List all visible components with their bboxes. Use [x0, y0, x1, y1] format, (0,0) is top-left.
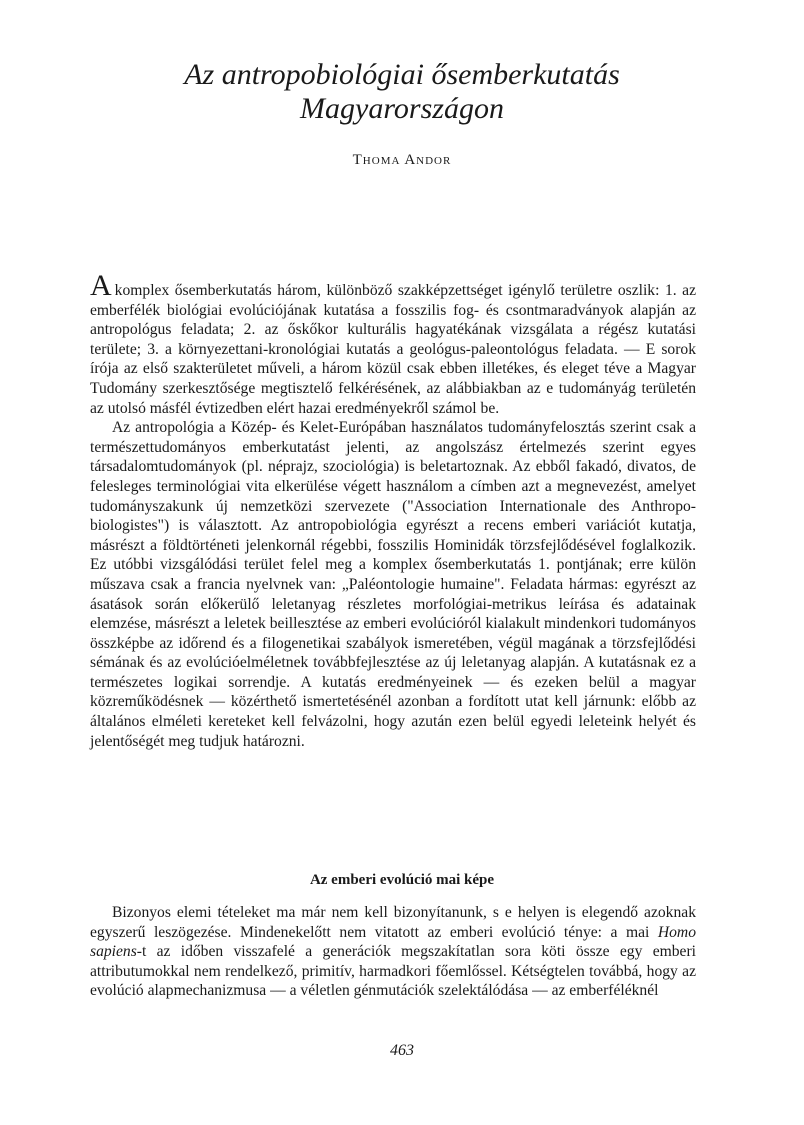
intro-paragraph-1-text: komplex ősemberkutatás három, különböző szakképzettséget igénylő területre oszlik: 1. az emberfélék biológiai evolúciójának kutatása a fosszilis fog- és csontmaradványok alapján az antropológus feladata; 2. az őskőkor kulturális hagyatékának vizsgálata a régész kutatási területe; 3. a környezettani-kronológiai kutatás a geológus-paleontológus feladata. — E sorok írója az első szakterületet műveli, a három közül csak ebben illetékes, és eleget téve a Magyar Tudomány szerkesztősége megtisztelő felkérésének, az alábbiakban az e tudományág területén az utolsó másfél évtizedben elért hazai eredményekről számol be. [90, 282, 696, 417]
title-line-1: Az antropobiológiai ősemberkutatás [184, 58, 620, 91]
evolution-section [90, 903, 696, 1001]
page-number: 463 [390, 1042, 414, 1059]
intro-paragraph-1 [90, 269, 696, 418]
section-paragraph-1-a: Bizonyos elemi tételeket ma már nem kell bizonyítanunk, s e helyen is elegendő azoknak egyszerű leszögezése. Mindenekelőtt nem vitatott az emberi evolúció ténye: a mai [90, 904, 696, 941]
section-heading: Az emberi evolúció mai képe [309, 872, 495, 888]
intro-section [90, 269, 696, 751]
species-name: Homo sapiens [90, 923, 696, 961]
author-name: Thoma Andor [352, 152, 452, 168]
article-title [0, 58, 804, 126]
section-paragraph-1 [90, 903, 696, 1001]
title-line-2: Magyarországon [300, 92, 504, 125]
section-paragraph-1-b: -t az időben visszafelé a generációk megszakítatlan sora köti össze egy emberi attributumokkal nem rendelkező, primitív, harmadkori főemlőssel. Kétségtelen továbbá, hogy az evolúció alapmechanizmusa — a véletlen génmutációk szelektálódása — az emberféléknél [90, 943, 696, 1000]
drop-cap: A [90, 269, 112, 302]
intro-paragraph-2: Az antropológia a Közép- és Kelet-Európában használatos tudományfelosztás szerint csak a természettudományos emberkutatást jelenti, az angolszász értelmezés szerint egyes társadalomtudományok (pl. néprajz, szociológia) is beletartoznak. Az ebből fakadó, divatos, de felesleges terminológiai vita elkerülése végett használom a címben azt a megnevezést, amelyet tudományszakunk új nemzetközi szervezete ("Association Internationale des Anthropo-biologistes") is választott. Az antropobiológia egyrészt a recens emberi variációt kutatja, másrészt a földtörténeti jelenkornál régebbi, fosszilis Hominidák törzsfejlődésével foglalkozik. Ez utóbbi vizsgálódási terület felel meg a komplex ősemberkutatás 1. pontjának; erre külön műszava csak a francia nyelvnek van: „Paléontologie humaine". Feladata hármas: egyrészt az ásatások során előkerülő leletanyag részletes morfológiai-metrikus leírása és adatainak elemzése, másrészt a leletek beillesztése az emberi evolúcióról kialakult mindenkori tudományos összképbe az időrend és a filogenetikai szabályok ismeretében, végül magának a törzsfejlődési sémának és az evolúcióelméletnek továbbfejlesztése az új leletanyag alapján. A kutatásnak ez a természetes logikai sorrendje. A kutatás eredményeinek — és ezeken belül a magyar közreműködésnek — közérthető ismertetésénél azonban a fordított utat kell járnunk: előbb az általános elméleti kereteket kell felvázolni, hogy azután ezen belül egyedi leleteink helyét és jelentőségét meg tudjuk határozni. [90, 419, 696, 750]
